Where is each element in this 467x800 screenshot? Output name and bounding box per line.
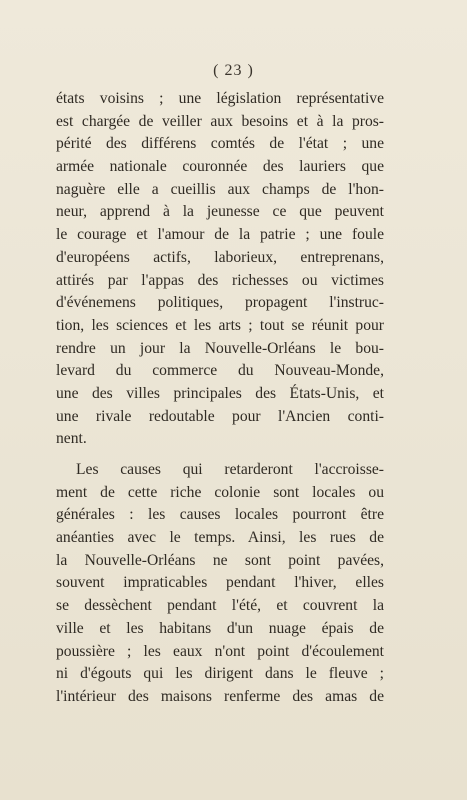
text-line: états voisins ; une législation représentative (56, 90, 384, 107)
paragraph-2 (56, 459, 384, 709)
text-line: le courage et l'amour de la patrie ; une foule (56, 226, 384, 244)
text-line: neur, apprend à la jeunesse ce que peuvent (56, 203, 384, 221)
text-line: poussière ; les eaux n'ont point d'écoulement (56, 642, 384, 660)
text-line: tion, les sciences et les arts ; tout se réunit pour (56, 316, 384, 334)
text-line: levard du commerce du Nouveau-Monde, (56, 362, 384, 380)
text-line: d'événemens politiques, propagent l'instruc- (56, 294, 384, 312)
text-line: une des villes principales des États-Unis, et (56, 384, 384, 402)
text-line: est chargée de veiller aux besoins et à la pros- (56, 112, 384, 130)
text-line: souvent impraticables pendant l'hiver, elles (56, 574, 384, 592)
text-line: d'européens actifs, laborieux, entreprenans, (56, 248, 384, 266)
page-number: ( 23 ) (213, 62, 254, 79)
text-line: une rivale redoutable pour l'Ancien conti- (56, 407, 384, 425)
text-line: l'intérieur des maisons renferme des amas de (56, 687, 384, 705)
text-line: périté des différens comtés de l'état ; une (56, 135, 384, 153)
text-line: rendre un jour la Nouvelle-Orléans le bou- (56, 339, 384, 357)
text-line: la Nouvelle-Orléans ne sont point pavées, (56, 551, 384, 569)
paragraph-gap (56, 451, 384, 459)
paragraph-1 (56, 88, 384, 451)
body-text (56, 88, 384, 709)
text-line: armée nationale couronnée des lauriers que (56, 158, 384, 176)
text-line: anéanties avec le temps. Ainsi, les rues de (56, 529, 384, 547)
text-line: attirés par l'appas des richesses ou victimes (56, 271, 384, 289)
text-line: Les causes qui retarderont l'accroisse- (76, 461, 384, 478)
text-line: ville et les habitans d'un nuage épais de (56, 619, 384, 637)
text-line: naguère elle a cueillis aux champs de l'hon- (56, 180, 384, 198)
text-line: ment de cette riche colonie sont locales ou (56, 483, 384, 501)
text-line: ni d'égouts qui les dirigent dans le fleuve ; (56, 665, 384, 683)
text-line: générales : les causes locales pourront être (56, 506, 384, 524)
text-line: se dessèchent pendant l'été, et couvrent la (56, 597, 384, 615)
text-line: nent. (56, 430, 87, 448)
